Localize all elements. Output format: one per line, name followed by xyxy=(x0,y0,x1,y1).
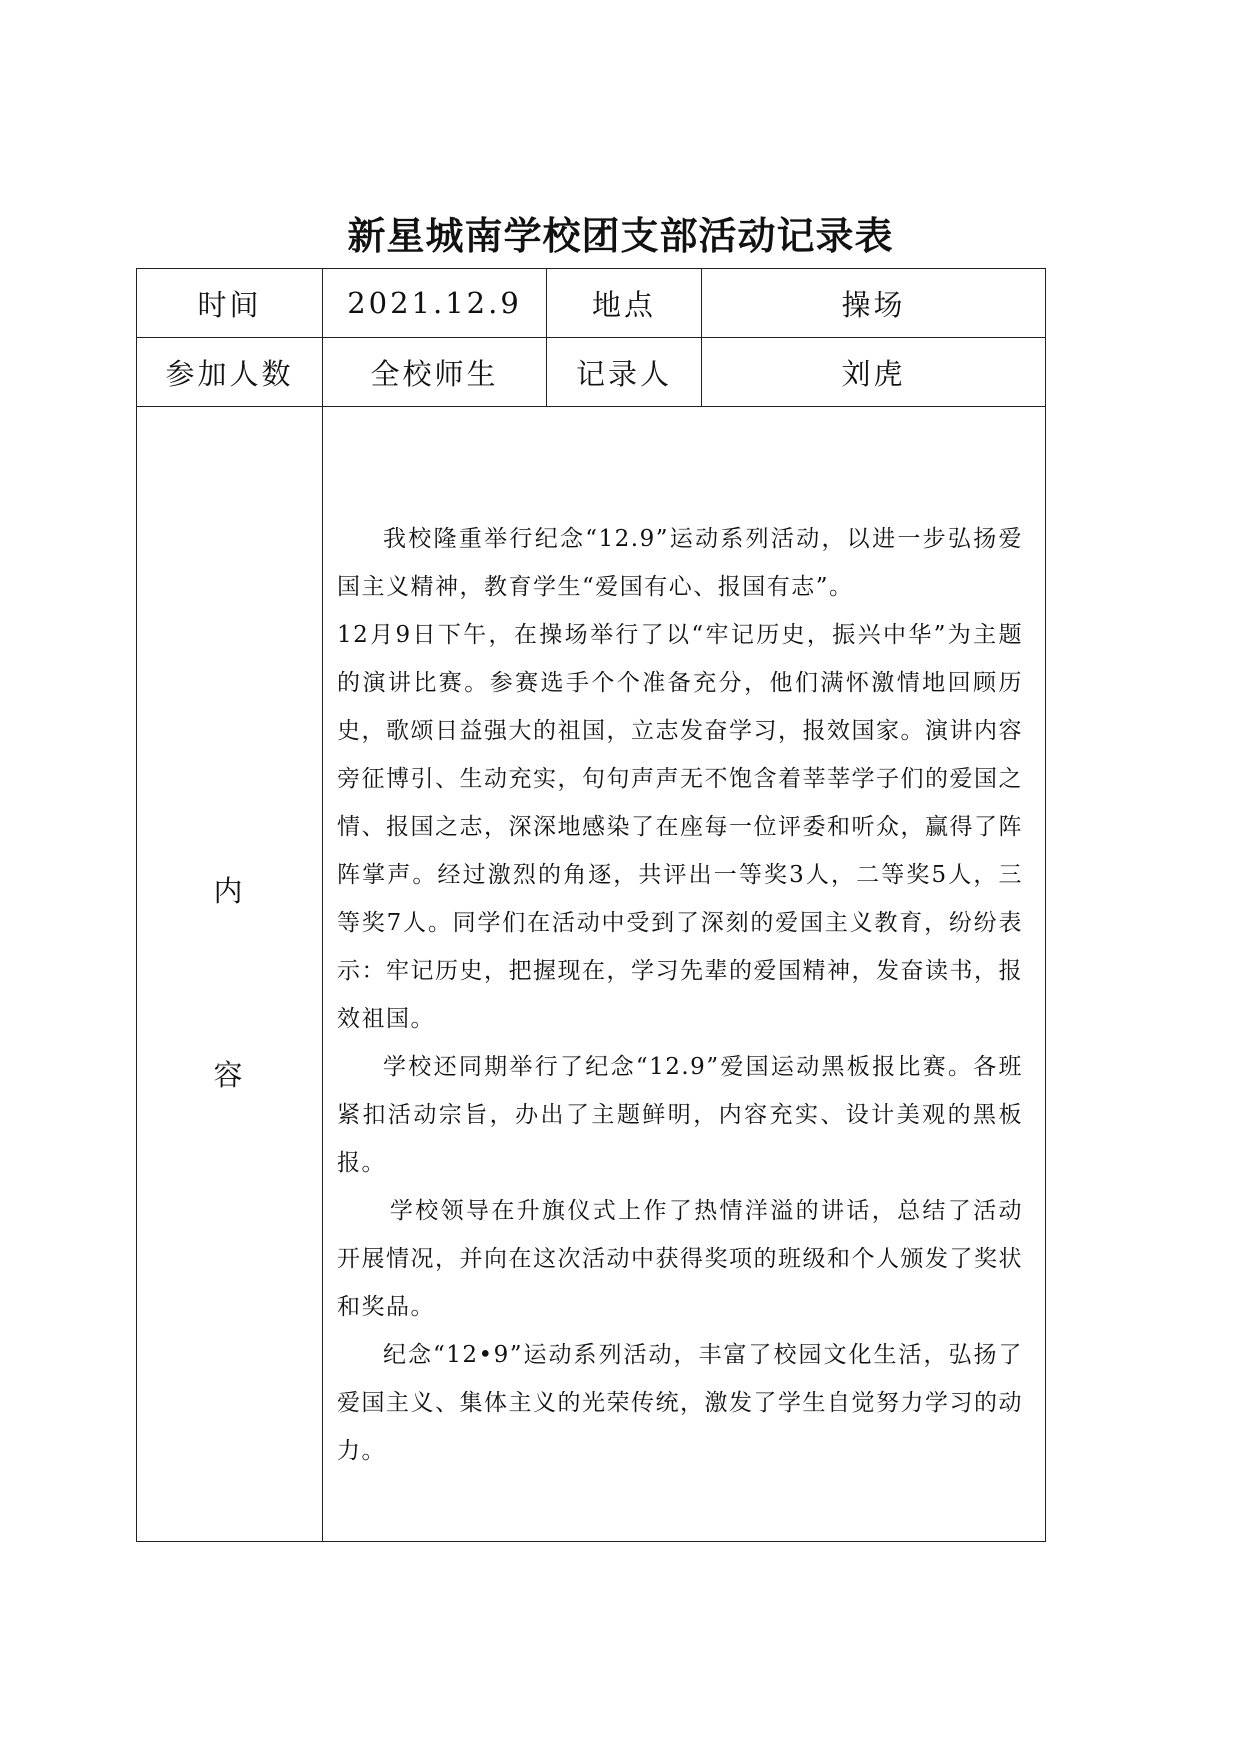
place-value: 操场 xyxy=(702,269,1046,338)
content-label-char-1: 内 xyxy=(213,874,246,908)
table-row xyxy=(137,407,1046,1542)
time-value: 2021.12.9 xyxy=(323,269,547,338)
content-cell xyxy=(323,407,1046,1542)
content-paragraph: 纪念“12•9”运动系列活动，丰富了校园文化生活，弘扬了爱国主义、集体主义的光荣传统，激发了学生自觉努力学习的动力。 xyxy=(337,1342,1023,1464)
content-paragraph: 12月9日下午，在操场举行了以“牢记历史，振兴中华”为主题的演讲比赛。参赛选手个个准备充分，他们满怀激情地回顾历史，歌颂日益强大的祖国，立志发奋学习，报效国家。演讲内容旁征博引、生动充实，句句声声无不饱含着莘莘学子们的爱国之情、报国之志，深深地感染了在座每一位评委和听众，赢得了阵阵掌声。经过激烈的角逐，共评出一等奖3人，二等奖5人，三等奖7人。同学们在活动中受到了深刻的爱国主义教育，纷纷表示：牢记历史，把握现在，学习先辈的爱国精神，发奋读书，报效祖国。 xyxy=(337,622,1023,1032)
activity-record-table xyxy=(136,268,1046,1542)
content-text xyxy=(337,407,1023,1475)
participants-label: 参加人数 xyxy=(137,338,323,407)
content-label-cell xyxy=(137,407,323,1542)
table-row xyxy=(137,338,1046,407)
place-label: 地点 xyxy=(547,269,702,338)
content-paragraph: 我校隆重举行纪念“12.9”运动系列活动，以进一步弘扬爱国主义精神，教育学生“爱国有心、报国有志”。 xyxy=(337,526,1023,600)
recorder-value: 刘虎 xyxy=(702,338,1046,407)
content-paragraph: 学校还同期举行了纪念“12.9”爱国运动黑板报比赛。各班紧扣活动宗旨，办出了主题鲜明，内容充实、设计美观的黑板报。 xyxy=(337,1054,1023,1176)
content-paragraph: 学校领导在升旗仪式上作了热情洋溢的讲话，总结了活动开展情况，并向在这次活动中获得奖项的班级和个人颁发了奖状和奖品。 xyxy=(337,1198,1023,1320)
recorder-label: 记录人 xyxy=(547,338,702,407)
content-label-char-2: 容 xyxy=(213,1058,246,1092)
table-row xyxy=(137,269,1046,338)
participants-value: 全校师生 xyxy=(323,338,547,407)
time-label: 时间 xyxy=(137,269,323,338)
document-title: 新星城南学校团支部活动记录表 xyxy=(347,213,894,258)
